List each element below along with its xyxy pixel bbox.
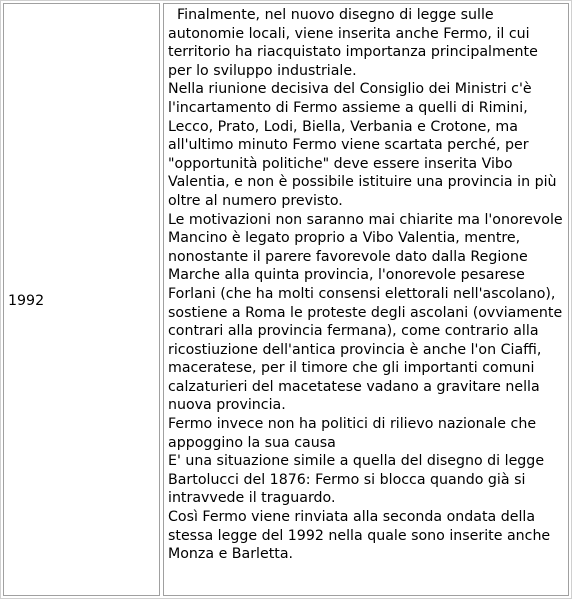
paragraph: E' una situazione simile a quella del disegno di legge Bartolucci del 1876: Fermo si blocca quando già si intravvede il traguardo. (168, 453, 545, 507)
paragraph: Nella riunione decisiva del Consiglio dei Ministri c'è l'incartamento di Fermo assieme a quelli di Rimini, Lecco, Prato, Lodi, Biella, Verbania e Crotone, ma all'ultimo minuto Fermo viene scartata perché, per "opportunità politiche" deve essere inserita Vibo Valentia, e non è possibile istituire una provincia in più oltre al numero previsto. (168, 81, 557, 209)
paragraph: Fermo invece non ha politici di rilievo nazionale che appoggino la sua causa (168, 416, 537, 451)
paragraph: Finalmente, nel nuovo disegno di legge sulle autonomie locali, viene inserita anche Fermo, il cui territorio ha riacquistato importanza principalmente per lo sviluppo industriale. (168, 7, 538, 79)
paragraph: Le motivazioni non saranno mai chiarite ma l'onorevole Mancino è legato proprio a Vibo Valentia, mentre, nonostante il parere favorevole dato dalla Regione Marche alla quinta provincia, l'onorevole pesarese Forlani (che ha molti consensi elettorali nell'ascolano), sostiene a Roma le proteste degli ascolani (ovviamente contrari alla provincia fermana), come contrario alla ricostiuzione dell'antica provincia è anche l'on Ciaffi, maceratese, per il timore che gli importanti comuni calzaturieri del macetatese vadano a gravitare nella nuova provincia. (168, 211, 563, 414)
year-cell (3, 3, 160, 596)
paragraph: Così Fermo viene rinviata alla seconda ondata della stessa legge del 1992 nella quale sono inserite anche Monza e Barletta. (168, 509, 551, 563)
description-text (164, 4, 568, 564)
year-label: 1992 (8, 292, 45, 309)
description-cell (163, 3, 569, 596)
